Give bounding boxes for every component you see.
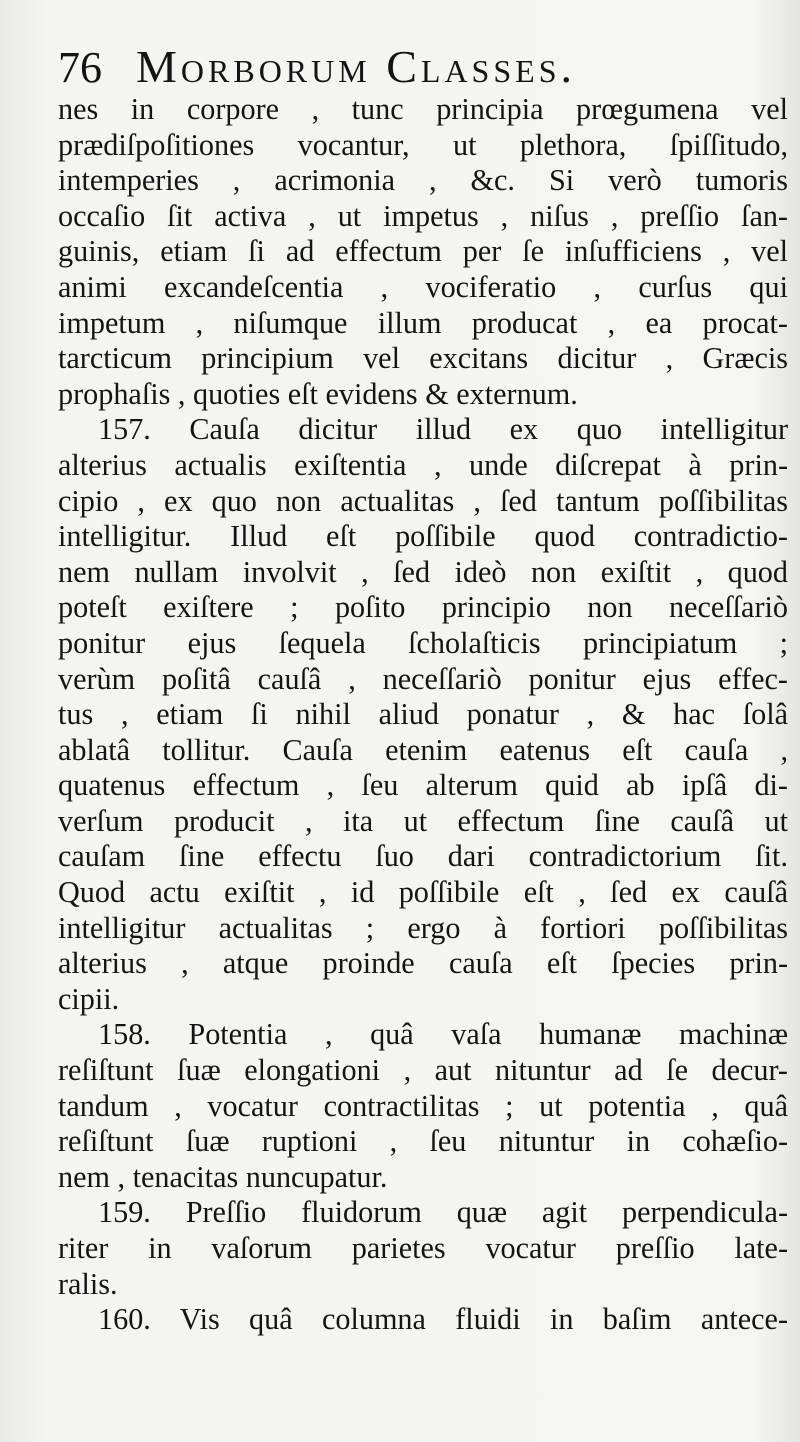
- page-number: 76: [58, 43, 102, 92]
- text-line: ponitur ejus ſequela ſcholaſticis principiatum ;: [58, 625, 788, 660]
- body-text: [58, 92, 788, 1338]
- text-line: reſiſtunt ſuæ ruptioni , ſeu nituntur in cohæſio-: [58, 1124, 788, 1159]
- text-line: tarcticum principium vel excitans dicitur , Græcis: [58, 341, 788, 376]
- text-line: tus , etiam ſi nihil aliud ponatur , & hac ſolâ: [58, 697, 788, 732]
- text-line: ablatâ tollitur. Cauſa etenim eatenus eſt cauſa ,: [58, 732, 788, 767]
- text-line: riter in vaſorum parietes vocatur preſſio late-: [58, 1231, 788, 1265]
- text-line: intelligitur. Illud eſt poſſibile quod contradictio-: [58, 519, 788, 554]
- text-line: prophaſis , quoties eſt evidens & externum.: [58, 376, 578, 411]
- text-line: reſiſtunt ſuæ elongationi , aut nituntur ad ſe decur-: [58, 1053, 788, 1088]
- text-line: poteſt exiſtere ; poſito principio non neceſſariò: [58, 590, 788, 625]
- text-line: cipio , ex quo non actualitas , ſed tantum poſſibilitas: [58, 483, 788, 518]
- text-line: verſum producit , ita ut effectum ſine cauſâ ut: [58, 803, 788, 838]
- text-line: intemperies , acrimonia , &c. Si verò tumoris: [58, 163, 788, 198]
- text-line: ralis.: [58, 1266, 118, 1301]
- text-line: guinis, etiam ſi ad effectum per ſe inſufficiens , vel: [58, 234, 788, 269]
- text-line: prædiſpoſitiones vocantur, ut plethora, ſpiſſitudo,: [58, 127, 788, 162]
- text-line: impetum , niſumque illum producat , ea procat-: [58, 305, 788, 340]
- text-line: tandum , vocatur contractilitas ; ut potentia , quâ: [58, 1088, 788, 1123]
- text-line: cipii.: [58, 981, 120, 1016]
- text-line: nes in corpore , tunc principia prœgumena vel: [58, 92, 788, 126]
- text-line: nem , tenacitas nuncupatur.: [58, 1159, 388, 1194]
- text-line: alterius , atque proinde cauſa eſt ſpecies prin-: [58, 946, 788, 981]
- text-line: quatenus effectum , ſeu alterum quid ab ipſâ di-: [58, 768, 788, 803]
- text-line: 157. Cauſa dicitur illud ex quo intelligitur: [98, 412, 788, 447]
- text-line: nem nullam involvit , ſed ideò non exiſtit , quod: [58, 554, 788, 589]
- running-head: Morborum Classes.: [136, 41, 576, 92]
- text-line: 159. Preſſio fluidorum quæ agit perpendicula-: [98, 1195, 788, 1230]
- text-line: Quod actu exiſtit , id poſſibile eſt , ſed ex cauſâ: [58, 875, 788, 910]
- text-line: intelligitur actualitas ; ergo à fortiori poſſibilitas: [58, 910, 788, 945]
- text-line: 158. Potentia , quâ vaſa humanæ machinæ: [98, 1017, 788, 1052]
- page-header: [58, 40, 788, 100]
- text-line: alterius actualis exiſtentia , unde diſcrepat à prin-: [58, 447, 788, 482]
- text-line: 160. Vis quâ columna fluidi in baſim antece-: [98, 1302, 788, 1337]
- text-line: cauſam ſine effectu ſuo dari contradictorium ſit.: [58, 839, 788, 874]
- text-line: occaſio ſit activa , ut impetus , niſus , preſſio ſan-: [58, 198, 788, 233]
- text-line: animi excandeſcentia , vociferatio , curſus qui: [58, 269, 788, 304]
- text-line: verùm poſitâ cauſâ , neceſſariò ponitur ejus effec-: [58, 661, 788, 696]
